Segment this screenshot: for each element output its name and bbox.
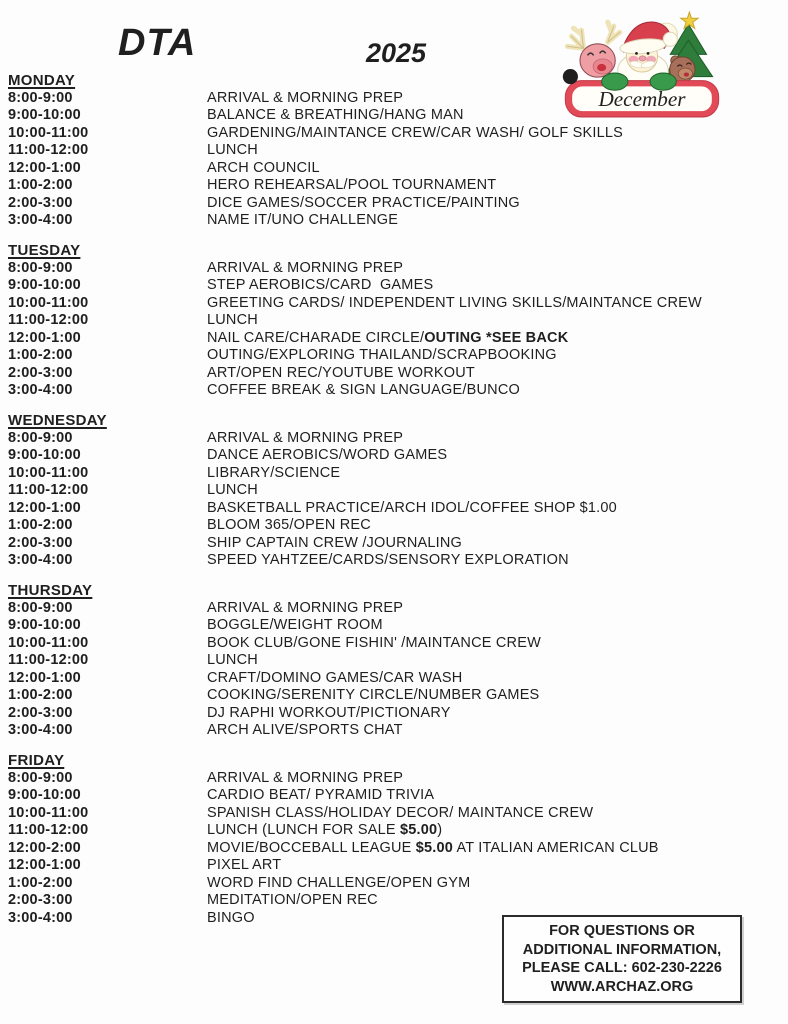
contact-line: FOR QUESTIONS OR: [549, 923, 695, 939]
day-section-monday: [8, 72, 780, 230]
activity-label: LUNCH: [207, 652, 258, 668]
time-label: 8:00-9:00: [8, 259, 73, 276]
schedule-row: [8, 430, 780, 448]
schedule-row: [8, 617, 780, 635]
time-label: 1:00-2:00: [8, 177, 73, 193]
activity-label: LUNCH: [207, 482, 258, 498]
schedule-row: [8, 635, 780, 653]
activity-label: COOKING/SERENITY CIRCLE/NUMBER GAMES: [207, 687, 540, 703]
schedule-row: [8, 260, 780, 278]
day-heading: THURSDAY: [8, 582, 93, 599]
time-label: 10:00-11:00: [8, 804, 89, 821]
activity-label: BALANCE & BREATHING/HANG MAN: [207, 107, 464, 123]
schedule-row: [8, 787, 780, 805]
activity-label: ARRIVAL & MORNING PREP: [207, 769, 404, 786]
activity-label: ARCH COUNCIL: [207, 159, 320, 176]
activity-label: DICE GAMES/SOCCER PRACTICE/PAINTING: [207, 194, 520, 211]
activity-label: BLOOM 365/OPEN REC: [207, 517, 371, 533]
schedule-row: [8, 670, 780, 688]
schedule-row: [8, 142, 780, 160]
activity-label: STEP AEROBICS/CARD GAMES: [207, 277, 434, 293]
time-label: 12:00-1:00: [8, 329, 81, 346]
time-label: 11:00-12:00: [8, 652, 89, 668]
schedule-row: [8, 125, 780, 143]
activity-label: LUNCH: [207, 142, 258, 158]
activity-label: GARDENING/MAINTANCE CREW/CAR WASH/ GOLF SKILLS: [207, 124, 624, 141]
time-label: 12:00-1:00: [8, 499, 81, 516]
schedule-row: [8, 177, 780, 195]
schedule-row: [8, 195, 780, 213]
activity-label: DJ RAPHI WORKOUT/PICTIONARY: [207, 704, 451, 721]
schedule-row: [8, 347, 780, 365]
schedule-row: [8, 535, 780, 553]
day-heading: TUESDAY: [8, 242, 81, 259]
schedule-row: [8, 600, 780, 618]
activity-label: GREETING CARDS/ INDEPENDENT LIVING SKILLS/MAINTANCE CREW: [207, 294, 702, 311]
time-label: 9:00-10:00: [8, 617, 81, 633]
schedule-row: [8, 365, 780, 383]
activity-label: BASKETBALL PRACTICE/ARCH IDOL/COFFEE SHOP $1.00: [207, 499, 617, 516]
activity-label: CARDIO BEAT/ PYRAMID TRIVIA: [207, 787, 435, 803]
schedule-row: [8, 277, 780, 295]
time-label: 3:00-4:00: [8, 212, 73, 228]
activity-label: BOGGLE/WEIGHT ROOM: [207, 617, 383, 633]
day-heading: MONDAY: [8, 72, 76, 89]
activity-label: LUNCH (LUNCH FOR SALE $5.00): [207, 822, 443, 838]
activity-label: SHIP CAPTAIN CREW /JOURNALING: [207, 534, 463, 551]
time-label: 10:00-11:00: [8, 634, 89, 651]
time-label: 10:00-11:00: [8, 124, 89, 141]
time-label: 2:00-3:00: [8, 704, 73, 721]
day-heading: WEDNESDAY: [8, 412, 107, 429]
activity-label: SPEED YAHTZEE/CARDS/SENSORY EXPLORATION: [207, 552, 569, 568]
santa-hat-pom: [663, 32, 677, 46]
time-label: 2:00-3:00: [8, 534, 73, 551]
activity-label: WORD FIND CHALLENGE/OPEN GYM: [207, 874, 471, 891]
activity-label: CRAFT/DOMINO GAMES/CAR WASH: [207, 669, 463, 686]
time-label: 11:00-12:00: [8, 142, 89, 158]
activity-label: OUTING/EXPLORING THAILAND/SCRAPBOOKING: [207, 347, 557, 363]
time-label: 11:00-12:00: [8, 482, 89, 498]
time-label: 3:00-4:00: [8, 722, 73, 738]
time-label: 8:00-9:00: [8, 599, 73, 616]
schedule-row: [8, 382, 780, 400]
activity-label: MEDITATION/OPEN REC: [207, 892, 378, 908]
contact-line: PLEASE CALL: 602-230-2226: [522, 960, 722, 976]
schedule-row: [8, 447, 780, 465]
schedule-row: [8, 212, 780, 230]
time-label: 3:00-4:00: [8, 552, 73, 568]
day-section-thursday: [8, 582, 780, 740]
time-label: 9:00-10:00: [8, 277, 81, 293]
time-label: 1:00-2:00: [8, 687, 73, 703]
contact-info-box: [502, 915, 742, 1003]
contact-line: WWW.ARCHAZ.ORG: [550, 978, 694, 995]
day-section-wednesday: [8, 412, 780, 570]
time-label: 2:00-3:00: [8, 892, 73, 908]
page-year: 2025: [366, 38, 427, 68]
schedule-row: [8, 705, 780, 723]
activity-label: DANCE AEROBICS/WORD GAMES: [207, 447, 448, 463]
time-label: 12:00-1:00: [8, 857, 81, 873]
day-section-friday: [8, 752, 780, 927]
time-label: 11:00-12:00: [8, 312, 89, 328]
activity-label: BOOK CLUB/GONE FISHIN' /MAINTANCE CREW: [207, 634, 541, 651]
time-label: 12:00-1:00: [8, 669, 81, 686]
time-label: 2:00-3:00: [8, 364, 73, 381]
activity-label: ARRIVAL & MORNING PREP: [207, 599, 404, 616]
activity-label: NAME IT/UNO CHALLENGE: [207, 212, 399, 228]
time-label: 9:00-10:00: [8, 107, 81, 123]
time-label: 10:00-11:00: [8, 464, 89, 481]
activity-label: SPANISH CLASS/HOLIDAY DECOR/ MAINTANCE CREW: [207, 804, 594, 821]
schedule-row: [8, 295, 780, 313]
activity-label: PIXEL ART: [207, 857, 282, 873]
schedule-row: [8, 770, 780, 788]
activity-label: COFFEE BREAK & SIGN LANGUAGE/BUNCO: [207, 382, 520, 398]
activity-label: ARRIVAL & MORNING PREP: [207, 429, 404, 446]
time-label: 8:00-9:00: [8, 429, 73, 446]
schedule-row: [8, 482, 780, 500]
activity-label: ARRIVAL & MORNING PREP: [207, 259, 404, 276]
time-label: 10:00-11:00: [8, 294, 89, 311]
day-heading: FRIDAY: [8, 752, 65, 769]
schedule-row: [8, 90, 780, 108]
time-label: 8:00-9:00: [8, 89, 73, 106]
day-section-tuesday: [8, 242, 780, 400]
schedule-row: [8, 840, 780, 858]
schedule-row: [8, 517, 780, 535]
schedule-row: [8, 805, 780, 823]
schedule-row: [8, 857, 780, 875]
time-label: 8:00-9:00: [8, 769, 73, 786]
time-label: 1:00-2:00: [8, 874, 73, 891]
december-banner-text: December: [598, 86, 686, 111]
schedule-row: [8, 500, 780, 518]
time-label: 9:00-10:00: [8, 787, 81, 803]
activity-label: NAIL CARE/CHARADE CIRCLE/OUTING *SEE BACK: [207, 329, 569, 346]
schedule-row: [8, 107, 780, 125]
activity-label: LUNCH: [207, 312, 258, 328]
time-label: 2:00-3:00: [8, 194, 73, 211]
time-label: 12:00-2:00: [8, 839, 81, 856]
activity-label: BINGO: [207, 909, 255, 926]
contact-line: ADDITIONAL INFORMATION,: [522, 941, 722, 958]
schedule-row: [8, 875, 780, 893]
schedule-row: [8, 822, 780, 840]
schedule-row: [8, 652, 780, 670]
time-label: 11:00-12:00: [8, 822, 89, 838]
time-label: 3:00-4:00: [8, 382, 73, 398]
time-label: 12:00-1:00: [8, 159, 81, 176]
time-label: 1:00-2:00: [8, 517, 73, 533]
weekly-schedule: [8, 72, 780, 940]
time-label: 9:00-10:00: [8, 447, 81, 463]
schedule-row: [8, 552, 780, 570]
schedule-row: [8, 465, 780, 483]
time-label: 1:00-2:00: [8, 347, 73, 363]
activity-label: ARRIVAL & MORNING PREP: [207, 89, 404, 106]
schedule-row: [8, 330, 780, 348]
schedule-row: [8, 687, 780, 705]
activity-label: HERO REHEARSAL/POOL TOURNAMENT: [207, 177, 497, 193]
schedule-row: [8, 892, 780, 910]
schedule-row: [8, 312, 780, 330]
page-title: DTA: [118, 22, 197, 64]
schedule-row: [8, 722, 780, 740]
activity-label: ART/OPEN REC/YOUTUBE WORKOUT: [207, 364, 475, 381]
activity-label: MOVIE/BOCCEBALL LEAGUE $5.00 AT ITALIAN AMERICAN CLUB: [207, 839, 659, 856]
schedule-row: [8, 160, 780, 178]
time-label: 3:00-4:00: [8, 909, 73, 926]
activity-label: ARCH ALIVE/SPORTS CHAT: [207, 722, 403, 738]
activity-label: LIBRARY/SCIENCE: [207, 464, 341, 481]
